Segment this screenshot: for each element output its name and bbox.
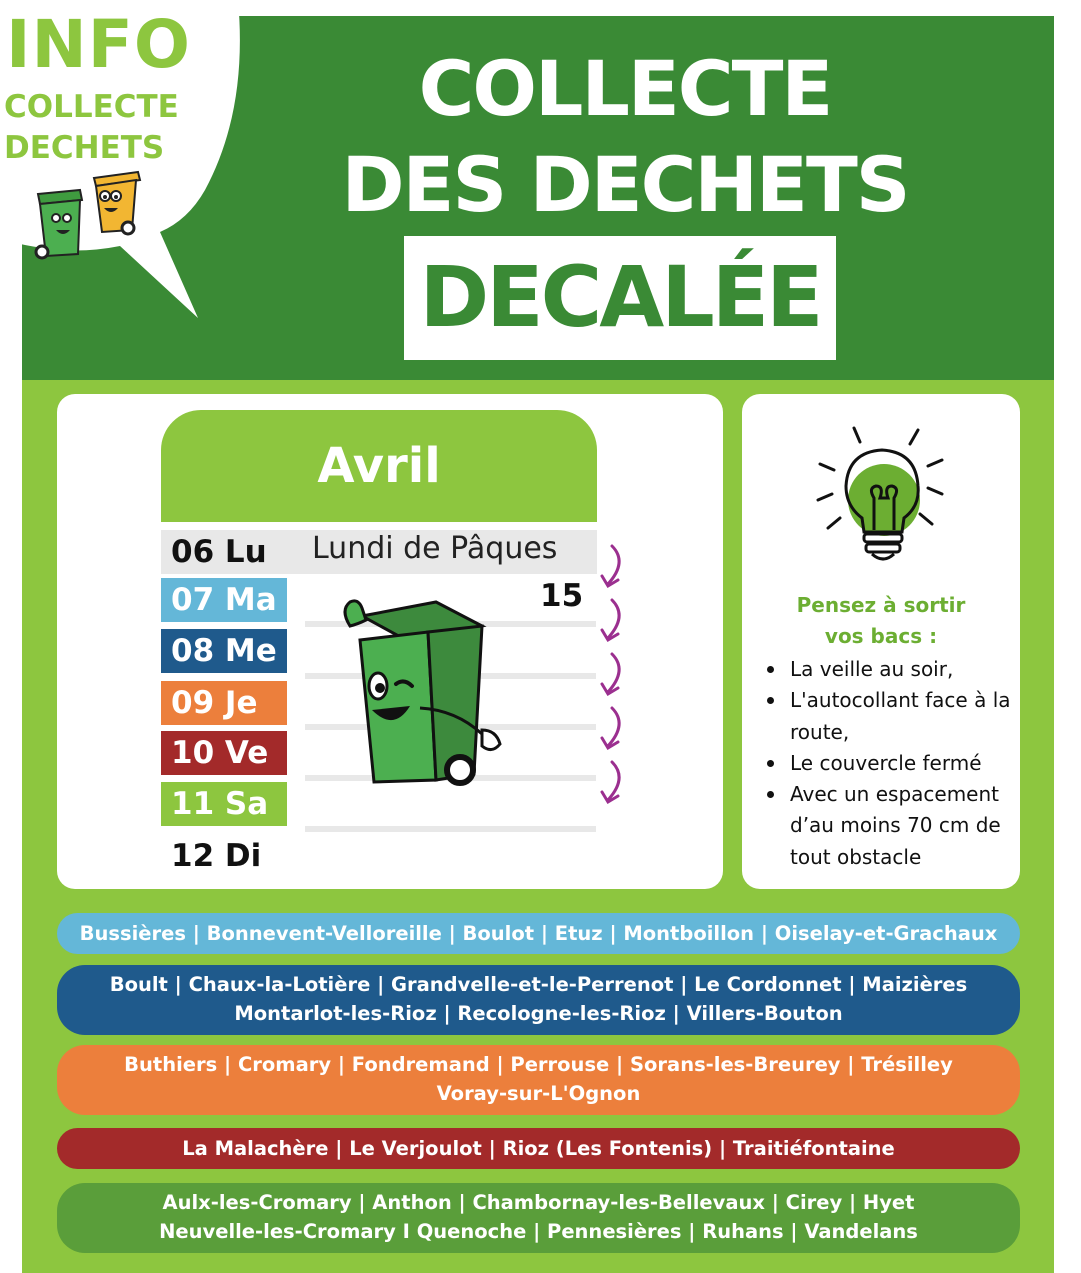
headline-line-1: COLLECTE [418,44,832,133]
commune-band-tuesday [57,913,1020,954]
lightbulb-icon [812,420,952,570]
tip-item: La veille au soir, [760,654,1018,685]
calendar-day-12: 12 Di [171,838,262,874]
calendar-day-08: 08 Me [161,629,287,673]
calendar-row-line [305,826,596,832]
headline-line-2: DES DECHETS [341,140,909,229]
tip-item: Avec un espacement d’au moins 70 cm de tout obstacle [760,779,1018,873]
commune-band-wednesday [57,965,1020,1035]
calendar-day-10: 10 Ve [161,731,287,775]
tip-title-line-2: vos bacs : [824,624,938,648]
commune-list: Montarlot-les-Rioz | Recologne-les-Rioz | Villers-Bouton [234,1002,843,1025]
trash-bin-character-icon [336,598,508,790]
tip-item: L'autocollant face à la route, [760,685,1018,748]
calendar-day-06: 06 Lu [161,530,597,574]
commune-list: Aulx-les-Cromary | Anthon | Chambornay-les-Bellevaux | Cirey | Hyet [162,1191,915,1214]
curved-arrow-icon [594,542,634,812]
commune-list: La Malachère | Le Verjoulot | Rioz (Les Fontenis) | Traitiéfontaine [182,1137,895,1160]
calendar-month: Avril [317,438,441,494]
yellow-bin-character-icon [94,172,140,234]
tip-title-line-1: Pensez à sortir [796,593,966,617]
commune-list: Voray-sur-L'Ognon [436,1082,641,1105]
commune-list: Bussières | Bonnevent-Velloreille | Boulot | Etuz | Montboillon | Oiselay-et-Grachaux [79,922,998,945]
commune-list: Neuvelle-les-Cromary I Quenoche | Pennesières | Ruhans | Vandelans [159,1220,918,1243]
calendar-day-07: 07 Ma [161,578,287,622]
headline-highlight: DECALÉE [419,248,821,346]
badge-line-2: DECHETS [4,130,165,166]
calendar-number: 15 [540,578,584,614]
commune-list: Buthiers | Cromary | Fondremand | Perrouse | Sorans-les-Breurey | Trésilley [124,1053,953,1076]
calendar-day-09: 09 Je [161,681,287,725]
trash-bin-character-icon [28,168,148,260]
commune-list: Boult | Chaux-la-Lotière | Grandvelle-et-le-Perrenot | Le Cordonnet | Maizières [109,973,968,996]
badge-title: INFO [6,6,191,83]
tip-item: Le couvercle fermé [760,748,1018,779]
calendar-holiday: Lundi de Pâques [312,531,558,566]
tip-list [760,654,1018,873]
commune-band-saturday [57,1183,1020,1253]
commune-band-thursday [57,1045,1020,1115]
calendar-day-11: 11 Sa [161,782,287,826]
badge-line-1: COLLECTE [4,89,179,125]
commune-band-friday [57,1128,1020,1169]
